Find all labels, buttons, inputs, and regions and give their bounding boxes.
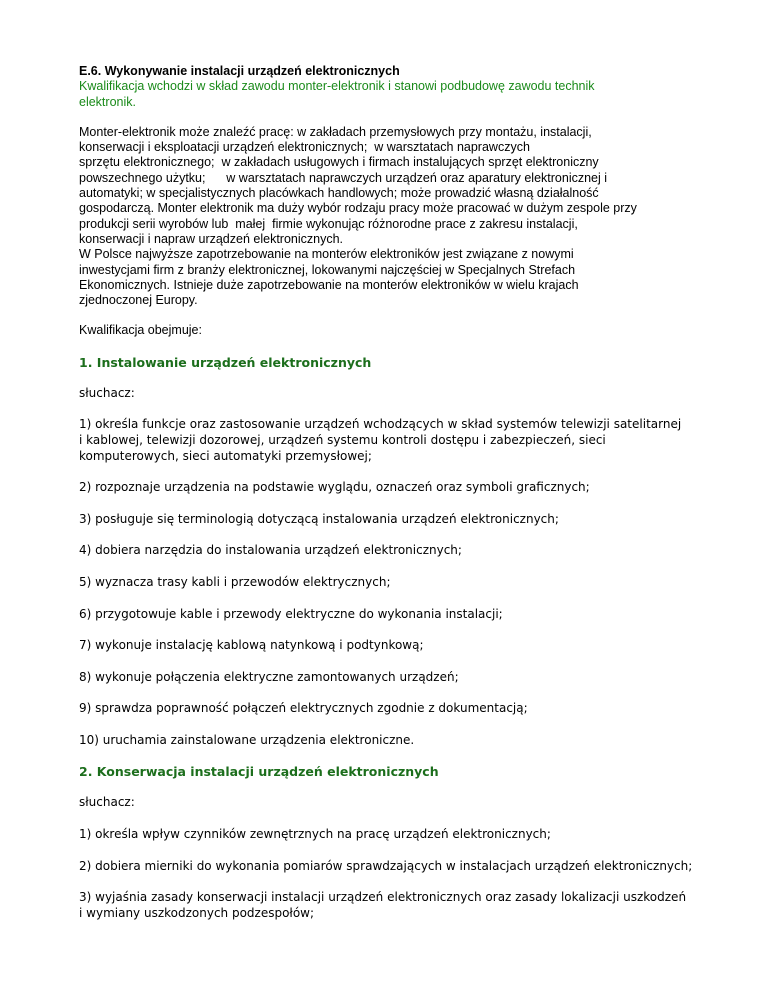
list-item: 10) uruchamia zainstalowane urządzenia elektroniczne. bbox=[79, 732, 415, 747]
list-item-line: i wymiany uszkodzonych podzespołów; bbox=[79, 905, 315, 920]
list-item bbox=[79, 890, 699, 921]
document-page bbox=[79, 64, 699, 921]
list-item: 1) określa wpływ czynników zewnętrznych na pracę urządzeń elektronicznych; bbox=[79, 827, 551, 842]
intro-paragraph bbox=[79, 125, 699, 309]
section-maintenance bbox=[79, 795, 699, 921]
intro-line: konserwacji i napraw urządzeń elektronicznych. bbox=[79, 231, 344, 246]
list-item-line: komputerowych, sieci automatyki przemysłowej; bbox=[79, 448, 372, 463]
document-intro bbox=[79, 64, 699, 339]
intro-line: W Polsce najwyższe zapotrzebowanie na monterów elektroników jest związane z nowymi bbox=[79, 247, 574, 262]
scope-label: Kwalifikacja obejmuje: bbox=[79, 323, 202, 338]
intro-line: gospodarczą. Monter elektronik ma duży wybór rodzaju pracy może pracować w dużym zespole przy bbox=[79, 201, 637, 216]
student-label: słuchacz: bbox=[79, 385, 135, 400]
intro-line: Monter-elektronik może znaleźć pracę: w zakładach przemysłowych przy montażu, instalacji, bbox=[79, 124, 592, 139]
list-item: 9) sprawdza poprawność połączeń elektrycznych zgodnie z dokumentacją; bbox=[79, 701, 528, 716]
intro-line: automatyki; w specjalistycznych placówkach handlowych; może prowadzić własną działalność bbox=[79, 186, 599, 201]
list-item: 7) wykonuje instalację kablową natynkową i podtynkową; bbox=[79, 638, 424, 653]
qualification-note bbox=[79, 79, 699, 110]
list-item bbox=[79, 417, 699, 464]
intro-line: inwestycjami firm z branży elektronicznej, lokowanymi najczęściej w Specjalnych Strefach bbox=[79, 262, 576, 277]
list-item: 8) wykonuje połączenia elektryczne zamontowanych urządzeń; bbox=[79, 669, 459, 684]
list-item: 2) rozpoznaje urządzenia na podstawie wyglądu, oznaczeń oraz symboli graficznych; bbox=[79, 480, 590, 495]
section-installation bbox=[79, 386, 699, 749]
list-item-line: i kablowej, telewizji dozorowej, urządzeń systemu kontroli dostępu i zabezpieczeń, sieci bbox=[79, 432, 606, 447]
qualification-note-line: Kwalifikacja wchodzi w skład zawodu monter-elektronik i stanowi podbudowę zawodu technik bbox=[79, 79, 595, 94]
list-item: 3) posługuje się terminologią dotyczącą instalowania urządzeń elektronicznych; bbox=[79, 511, 559, 526]
intro-line: Ekonomicznych. Istnieje duże zapotrzebowanie na monterów elektroników w wielu krajach bbox=[79, 277, 579, 292]
intro-line: produkcji serii wyrobów lub małej firmie wykonując różnorodne prace z zakresu instalacji, bbox=[79, 216, 578, 231]
student-label: słuchacz: bbox=[79, 795, 135, 810]
section-heading-installation: 1. Instalowanie urządzeń elektronicznych bbox=[79, 354, 372, 370]
qualification-note-line: elektronik. bbox=[79, 94, 136, 109]
list-item: 2) dobiera mierniki do wykonania pomiarów sprawdzających w instalacjach urządzeń elektronicznych; bbox=[79, 858, 693, 873]
intro-line: konserwacji i eksploatacji urządzeń elektronicznych; w warsztatach naprawczych bbox=[79, 140, 530, 155]
intro-line: sprzętu elektronicznego; w zakładach usługowych i firmach instalujących sprzęt elektroniczny bbox=[79, 155, 599, 170]
list-item-line: 3) wyjaśnia zasady konserwacji instalacji urządzeń elektronicznych oraz zasady lokalizacji uszkodzeń bbox=[79, 890, 687, 905]
document-title: E.6. Wykonywanie instalacji urządzeń elektronicznych bbox=[79, 64, 400, 78]
section-heading-maintenance: 2. Konserwacja instalacji urządzeń elektronicznych bbox=[79, 764, 439, 780]
list-item: 6) przygotowuje kable i przewody elektryczne do wykonania instalacji; bbox=[79, 606, 503, 621]
list-item-line: 1) określa funkcje oraz zastosowanie urządzeń wchodzących w skład systemów telewizji satelitarnej bbox=[79, 417, 682, 432]
list-item: 4) dobiera narzędzia do instalowania urządzeń elektronicznych; bbox=[79, 543, 462, 558]
intro-line: zjednoczonej Europy. bbox=[79, 293, 198, 308]
intro-line: powszechnego użytku; w warsztatach naprawczych urządzeń oraz aparatury elektronicznej i bbox=[79, 170, 608, 185]
list-item: 5) wyznacza trasy kabli i przewodów elektrycznych; bbox=[79, 574, 391, 589]
